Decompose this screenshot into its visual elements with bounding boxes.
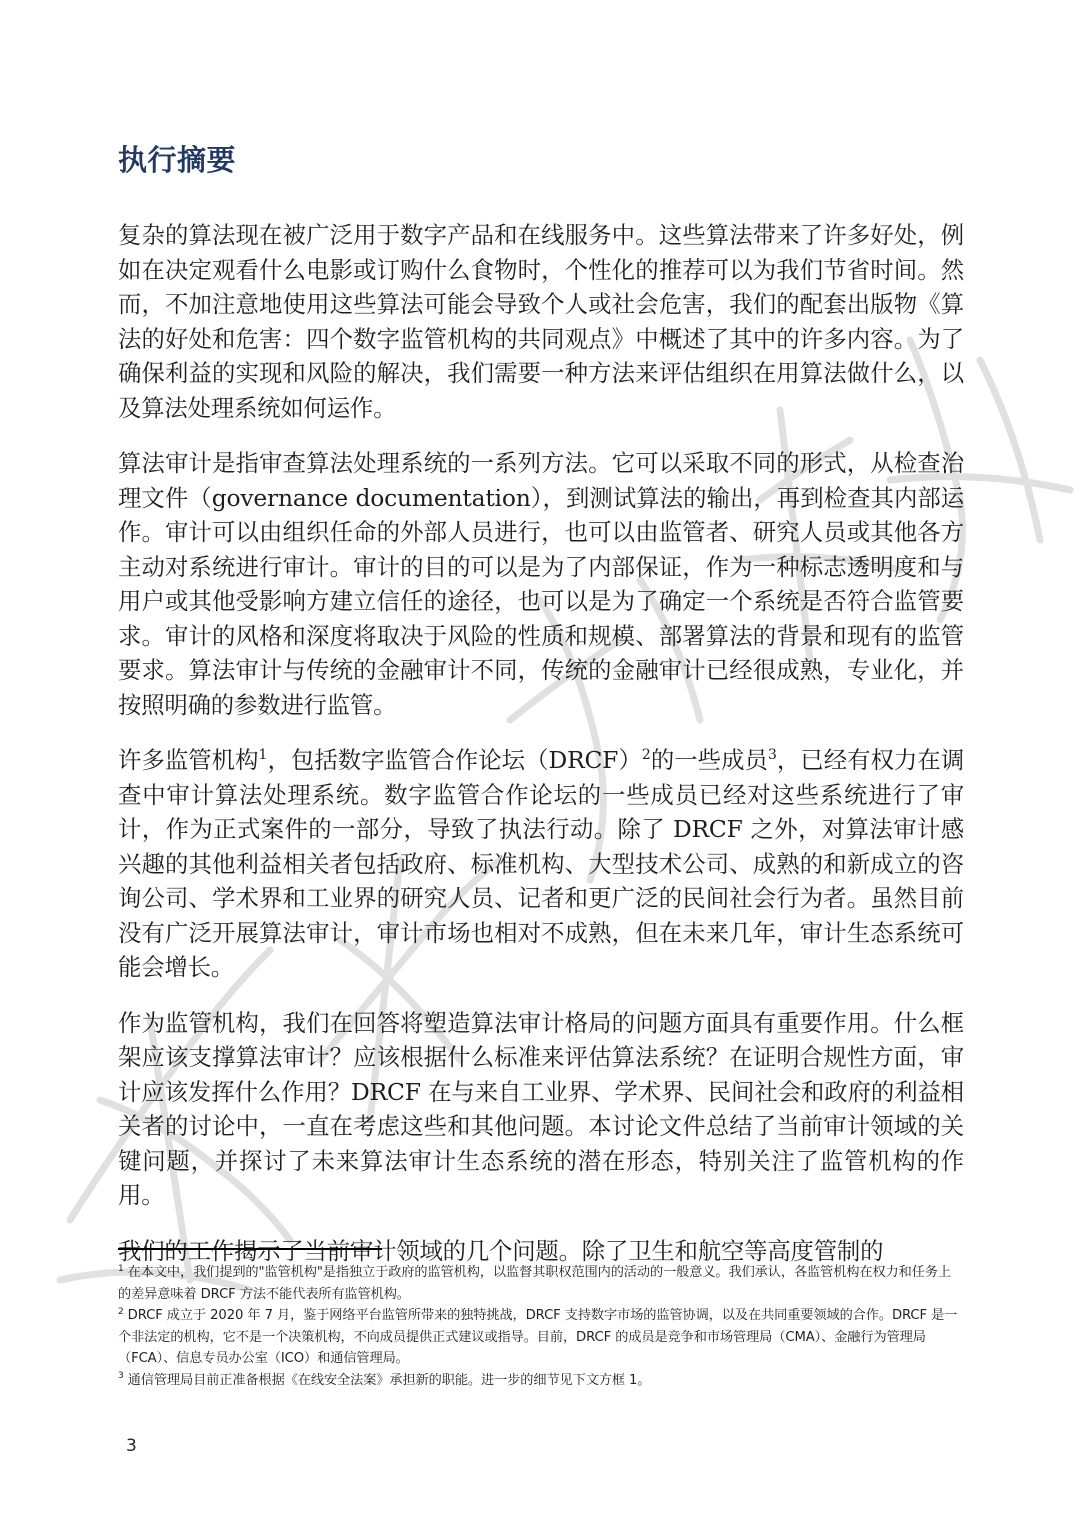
page-number: 3 bbox=[126, 1436, 137, 1456]
footnote-ref: 2 bbox=[641, 747, 651, 764]
paragraph bbox=[118, 743, 964, 985]
footnotes bbox=[118, 1262, 964, 1391]
footnote-text: DRCF 成立于 2020 年 7 月，鉴于网络平台监管所带来的独特挑战，DRCF 支持数字市场的监管协调，以及在共同重要领域的合作。DRCF 是一个非法定的机构，它不是一个决策机构，不向成员提供正式建议或指导。目前，DRCF 的成员是竞争和市场管理局（CMA）、金融行为管理局（FCA）、信息专员办公室（ICO）和通信管理局。 bbox=[118, 1308, 958, 1366]
paragraph-text: 我们的工作揭示了当前审计领域的几个问题。除了卫生和航空等高度管制的 bbox=[118, 1236, 884, 1265]
footnote-ref: 3 bbox=[767, 747, 777, 764]
paragraph-text: 复杂的算法现在被广泛用于数字产品和在线服务中。这些算法带来了许多好处，例如在决定观看什么电影或订购什么食物时，个性化的推荐可以为我们节省时间。然而，不加注意地使用这些算法可能会导致个人或社会危害，我们的配套出版物《算法的好处和危害：四个数字监管机构的共同观点》中概述了其中的许多内容。为了确保利益的实现和风险的解决，我们需要一种方法来评估组织在用算法做什么，以及算法处理系统如何运作。 bbox=[118, 221, 964, 422]
paragraph bbox=[118, 1006, 964, 1213]
paragraph-text: ，包括数字监管合作论坛（DRCF） bbox=[267, 746, 642, 774]
footnote-ref: 1 bbox=[258, 747, 268, 764]
paragraph-text: 算法审计是指审查算法处理系统的一系列方法。它可以采取不同的形式，从检查治理文件（governance documentation），到测试算法的输出，再到检查其内部运作。审计可以由组织任命的外部人员进行，也可以由监管者、研究人员或其他各方主动对系统进行审计。审计的目的可以是为了内部保证，作为一种标志透明度和与用户或其他受影响方建立信任的途径，也可以是为了确定一个系统是否符合监管要求。审计的风格和深度将取决于风险的性质和规模、部署算法的背景和现有的监管要求。算法审计与传统的金融审计不同，传统的金融审计已经很成熟，专业化，并按照明确的参数进行监管。 bbox=[118, 449, 964, 719]
paragraph bbox=[118, 218, 964, 425]
footnote-number: 3 bbox=[118, 1371, 124, 1382]
footnote-divider bbox=[118, 1248, 382, 1250]
paragraph-text: 的一些成员 bbox=[650, 746, 768, 774]
footnote-number: 2 bbox=[118, 1306, 124, 1317]
page-title: 执行摘要 bbox=[118, 143, 237, 177]
paragraph bbox=[118, 446, 964, 722]
footnote-text: 在本文中，我们提到的"监管机构"是指独立于政府的监管机构，以监督其职权范围内的活动的一般意义。我们承认，各监管机构在权力和任务上的差异意味着 DRCF 方法不能代表所有监管机构。 bbox=[118, 1265, 951, 1302]
paragraph-text: 许多监管机构 bbox=[118, 746, 259, 774]
footnote-number: 1 bbox=[118, 1263, 124, 1274]
footnote bbox=[118, 1370, 964, 1392]
body-text bbox=[118, 218, 964, 1268]
footnote bbox=[118, 1262, 964, 1305]
paragraph-text: 作为监管机构，我们在回答将塑造算法审计格局的问题方面具有重要作用。什么框架应该支撑算法审计？应该根据什么标准来评估算法系统？在证明合规性方面，审计应该发挥什么作用？DRCF 在与来自工业界、学术界、民间社会和政府的利益相关者的讨论中，一直在考虑这些和其他问题。本讨论文件总结了当前审计领域的关键问题，并探讨了未来算法审计生态系统的潜在形态，特别关注了监管机构的作用。 bbox=[118, 1008, 964, 1209]
paragraph-text: ，已经有权力在调查中审计算法处理系统。数字监管合作论坛的一些成员已经对这些系统进行了审计，作为正式案件的一部分，导致了执法行动。除了 DRCF 之外，对算法审计感兴趣的其他利益相关者包括政府、标准机构、大型技术公司、成熟的和新成立的咨询公司、学术界和工业界的研究人员、记者和更广泛的民间社会行为者。虽然目前没有广泛开展算法审计，审计市场也相对不成熟，但在未来几年，审计生态系统可能会增长。 bbox=[118, 746, 965, 981]
footnote bbox=[118, 1305, 964, 1370]
footnote-text: 通信管理局目前正准备根据《在线安全法案》承担新的职能。进一步的细节见下文方框 1。 bbox=[127, 1372, 651, 1388]
